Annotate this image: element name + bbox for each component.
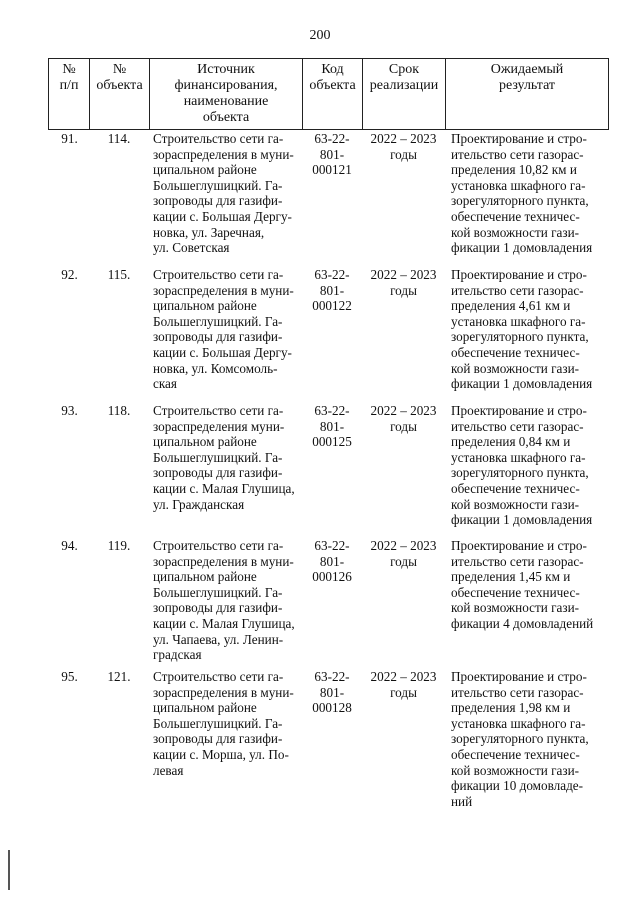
- scan-edge-mark: [8, 850, 10, 890]
- object-code: 63-22- 801- 000126: [312, 538, 352, 585]
- table-row: [48, 669, 609, 819]
- header-row-number: № п/п: [48, 59, 89, 129]
- header-funding-source: Источник финансирования, наименование объекта: [149, 59, 302, 129]
- table-header: [48, 58, 609, 130]
- funding-source: Строительство сети га- зораспределения муни- ципальном районе Большеглушицкий. Га- зопроводы для газифи- кации с. Малая Глушица, ул. Гражданская: [153, 403, 295, 512]
- row-number: 91.: [61, 131, 78, 146]
- expected-result: Проектирование и стро- ительство сети газорас- пределения 4,61 км и установка шкафного га- зорегуляторного пункта, обеспечение техничес- кой возможности гази- фикации 1 домовладения: [451, 267, 593, 392]
- row-number: 93.: [61, 403, 78, 418]
- object-number: 114.: [107, 131, 131, 146]
- object-number: 121.: [107, 669, 131, 684]
- object-number: 118.: [107, 403, 131, 418]
- object-code: 63-22- 801- 000128: [312, 669, 352, 716]
- funding-source: Строительство сети га- зораспределения в муни- ципальном районе Большеглушицкий. Га- зопроводы для газифи- кации с. Большая Дергу- новка, ул. Заречная, ул. Советская: [153, 131, 294, 256]
- funding-source: Строительство сети га- зораспределения в муни- ципальном районе Большеглушицкий. Га- зопроводы для газифи- кации с. Морша, ул. По- левая: [153, 669, 294, 778]
- row-number: 94.: [61, 538, 78, 553]
- header-expected-result: Ожидаемый результат: [445, 59, 609, 129]
- header-implementation-period: Срок реализации: [362, 59, 445, 129]
- implementation-period: 2022 – 2023 годы: [370, 669, 437, 700]
- object-code: 63-22- 801- 000125: [312, 403, 352, 450]
- table-row: [48, 131, 609, 267]
- table-row: [48, 403, 609, 538]
- funding-source: Строительство сети га- зораспределения в муни- ципальном районе Большеглушицкий. Га- зопроводы для газифи- кации с. Большая Дергу- новка, ул. Комсомоль- ская: [153, 267, 294, 392]
- page-number: 200: [309, 28, 331, 43]
- object-code: 63-22- 801- 000122: [312, 267, 352, 314]
- expected-result: Проектирование и стро- ительство сети газорас- пределения 10,82 км и установка шкафного га- зорегуляторного пункта, обеспечение техничес- кой возможности гази- фикации 1 домовладения: [451, 131, 593, 256]
- funding-source: Строительство сети га- зораспределения в муни- ципальном районе Большеглушицкий. Га- зопроводы для газифи- кации с. Малая Глушица, ул. Чапаева, ул. Ленин- градская: [153, 538, 295, 663]
- implementation-period: 2022 – 2023 годы: [370, 267, 437, 298]
- objects-table: [48, 58, 609, 819]
- table-row: [48, 538, 609, 669]
- expected-result: Проектирование и стро- ительство сети газорас- пределения 0,84 км и установка шкафного га- зорегуляторного пункта, обеспечение техничес- кой возможности гази- фикации 1 домовладения: [451, 403, 593, 528]
- expected-result: Проектирование и стро- ительство сети газорас- пределения 1,98 км и установка шкафного га- зорегуляторного пункта, обеспечение техничес- кой возможности гази- фикации 10 домовладе- ний: [451, 669, 589, 809]
- expected-result: Проектирование и стро- ительство сети газорас- пределения 1,45 км и обеспечение техничес- кой возможности гази- фикации 4 домовладений: [451, 538, 594, 631]
- implementation-period: 2022 – 2023 годы: [370, 538, 437, 569]
- implementation-period: 2022 – 2023 годы: [370, 403, 437, 434]
- object-number: 119.: [107, 538, 131, 553]
- header-object-number: № объекта: [89, 59, 149, 129]
- row-number: 92.: [61, 267, 78, 282]
- row-number: 95.: [61, 669, 78, 684]
- object-number: 115.: [107, 267, 131, 282]
- implementation-period: 2022 – 2023 годы: [370, 131, 437, 162]
- header-object-code: Код объекта: [302, 59, 362, 129]
- table-row: [48, 267, 609, 403]
- object-code: 63-22- 801- 000121: [312, 131, 352, 178]
- table-body: [48, 131, 609, 819]
